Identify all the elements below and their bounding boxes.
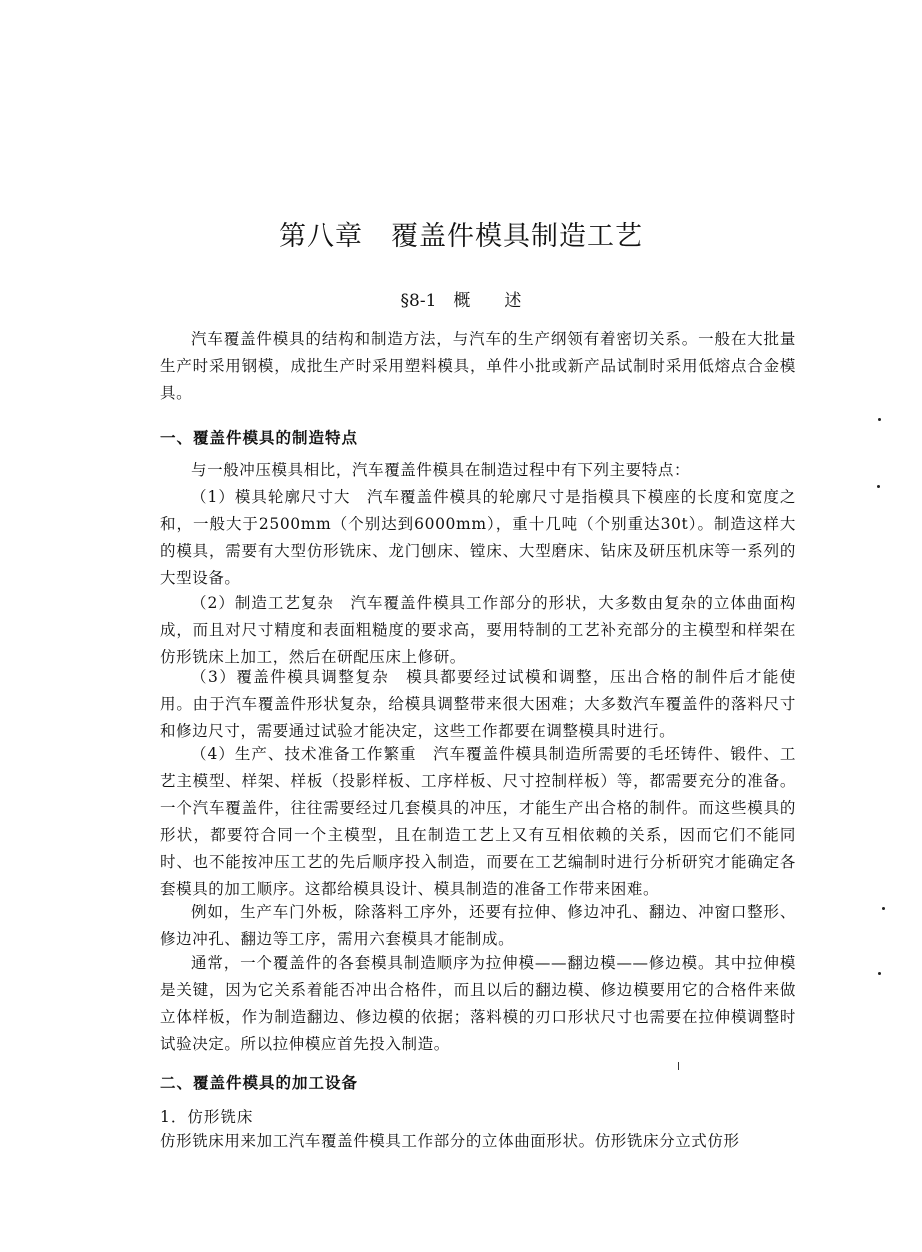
- subheading-copy-milling: 1．仿形铣床: [160, 1108, 254, 1126]
- feature-item-2: （2）制造工艺复杂 汽车覆盖件模具工作部分的形状，大多数由复杂的立体曲面构成，而且对尺寸精度和表面粗糙度的要求高，要用特制的工艺补充部分的主模型和样架在仿形铣床上加工，然后在研配压床上修研。: [160, 594, 796, 666]
- order-paragraph: 通常，一个覆盖件的各套模具制造顺序为拉伸模——翻边模——修边模。其中拉伸模是关键，因为它关系着能否冲出合格件，而且以后的翻边模、修边模要用它的合格件来做立体样板，作为制造翻边、修边模的依据；落料模的刃口形状尺寸也需要在拉伸模调整时试验决定。所以拉伸模应首先投入制造。: [160, 954, 796, 1053]
- section-title: §8-1 概 述: [400, 291, 522, 311]
- scan-speck: [878, 418, 881, 421]
- heading-processing-equipment: 二、覆盖件模具的加工设备: [160, 1073, 359, 1092]
- intro-paragraph: 汽车覆盖件模具的结构和制造方法，与汽车的生产纲领有着密切关系。一般在大批量生产时采用钢模，成批生产时采用塑料模具，单件小批或新产品试制时采用低熔点合金模具。: [160, 330, 796, 402]
- heading-manufacturing-features: 一、覆盖件模具的制造特点: [160, 428, 359, 447]
- scan-mark: [678, 1062, 679, 1070]
- scan-speck: [882, 907, 885, 910]
- feature-item-3: （3）覆盖件模具调整复杂 模具都要经过试模和调整，压出合格的制件后才能使用。由于汽车覆盖件形状复杂，给模具调整带来很大困难；大多数汽车覆盖件的落料尺寸和修边尺寸，需要通过试验才能决定，这些工作都要在调整模具时进行。: [160, 668, 796, 740]
- scan-speck: [877, 485, 880, 488]
- copy-milling-paragraph: 仿形铣床用来加工汽车覆盖件模具工作部分的立体曲面形状。仿形铣床分立式仿形: [160, 1132, 740, 1150]
- chapter-title: 第八章 覆盖件模具制造工艺: [279, 221, 643, 252]
- lead-paragraph: 与一般冲压模具相比，汽车覆盖件模具在制造过程中有下列主要特点：: [191, 461, 691, 479]
- scan-speck: [878, 972, 881, 975]
- example-paragraph: 例如，生产车门外板，除落料工序外，还要有拉伸、修边冲孔、翻边、冲窗口整形、修边冲孔、翻边等工序，需用六套模具才能制成。: [160, 903, 796, 948]
- feature-item-4: （4）生产、技术准备工作繁重 汽车覆盖件模具制造所需要的毛坯铸件、锻件、工艺主模型、样架、样板（投影样板、工序样板、尺寸控制样板）等，都需要充分的准备。一个汽车覆盖件，往往需要经过几套模具的冲压，才能生产出合格的制件。而这些模具的形状，都要符合同一个主模型，且在制造工艺上又有互相依赖的关系，因而它们不能同时、也不能按冲压工艺的先后顺序投入制造，而要在工艺编制时进行分析研究才能确定各套模具的加工顺序。这都给模具设计、模具制造的准备工作带来困难。: [160, 745, 796, 898]
- feature-item-1: （1）模具轮廓尺寸大 汽车覆盖件模具的轮廓尺寸是指模具下模座的长度和宽度之和，一般大于2500mm（个别达到6000mm），重十几吨（个别重达30t）。制造这样大的模具，需要有大型仿形铣床、龙门刨床、镗床、大型磨床、钻床及研压机床等一系列的大型设备。: [160, 488, 796, 587]
